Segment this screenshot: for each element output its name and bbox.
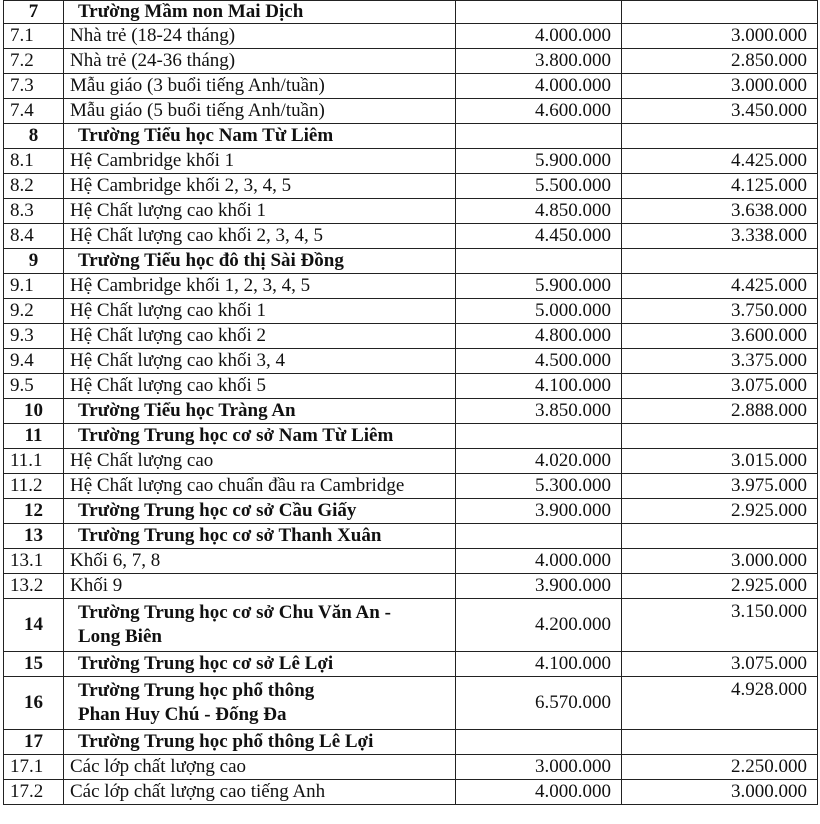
row-name-cell: Mẫu giáo (3 buổi tiếng Anh/tuần) xyxy=(64,74,456,99)
school-row xyxy=(4,499,818,524)
row-name-cell: Khối 6, 7, 8 xyxy=(64,549,456,574)
row-number-cell: 9.2 xyxy=(4,299,64,324)
row-number-cell: 9.1 xyxy=(4,274,64,299)
school-row xyxy=(4,124,818,149)
row-name-cell: Hệ Chất lượng cao khối 3, 4 xyxy=(64,349,456,374)
fee-amount-cell: 5.000.000 xyxy=(456,299,622,324)
fee-amount-cell: 5.900.000 xyxy=(456,274,622,299)
row-number-cell: 17.1 xyxy=(4,755,64,780)
tuition-table-container xyxy=(3,0,817,805)
fee-amount-cell: 4.100.000 xyxy=(456,652,622,677)
row-number-cell: 14 xyxy=(4,599,64,652)
discounted-fee-cell: 3.750.000 xyxy=(622,299,818,324)
row-number-cell: 8.1 xyxy=(4,149,64,174)
fee-amount-cell xyxy=(456,424,622,449)
program-row xyxy=(4,149,818,174)
program-row xyxy=(4,24,818,49)
fee-amount-cell: 3.800.000 xyxy=(456,49,622,74)
fee-amount-cell: 4.800.000 xyxy=(456,324,622,349)
program-row xyxy=(4,574,818,599)
fee-amount-cell xyxy=(456,524,622,549)
discounted-fee-cell: 3.000.000 xyxy=(622,24,818,49)
row-number-cell: 11 xyxy=(4,424,64,449)
fee-amount-cell: 4.020.000 xyxy=(456,449,622,474)
discounted-fee-cell xyxy=(622,424,818,449)
row-name-cell: Nhà trẻ (24-36 tháng) xyxy=(64,49,456,74)
discounted-fee-cell: 3.975.000 xyxy=(622,474,818,499)
fee-amount-cell: 3.900.000 xyxy=(456,499,622,524)
fee-amount-cell: 3.000.000 xyxy=(456,755,622,780)
row-name-cell: Hệ Chất lượng cao xyxy=(64,449,456,474)
row-name-cell: Trường Trung học cơ sở Nam Từ Liêm xyxy=(64,424,456,449)
school-row xyxy=(4,424,818,449)
row-name-cell: Trường Tiểu học đô thị Sài Đồng xyxy=(64,249,456,274)
fee-amount-cell xyxy=(456,1,622,24)
discounted-fee-cell: 4.125.000 xyxy=(622,174,818,199)
discounted-fee-cell: 3.000.000 xyxy=(622,549,818,574)
table-body xyxy=(4,1,818,805)
program-row xyxy=(4,324,818,349)
fee-amount-cell: 4.100.000 xyxy=(456,374,622,399)
school-row xyxy=(4,249,818,274)
row-number-cell: 9 xyxy=(4,249,64,274)
row-name-cell: Mẫu giáo (5 buổi tiếng Anh/tuần) xyxy=(64,99,456,124)
row-name-cell: Hệ Chất lượng cao khối 5 xyxy=(64,374,456,399)
row-name-cell: Khối 9 xyxy=(64,574,456,599)
row-name-cell: Hệ Chất lượng cao khối 2, 3, 4, 5 xyxy=(64,224,456,249)
program-row xyxy=(4,49,818,74)
fee-amount-cell: 4.850.000 xyxy=(456,199,622,224)
fee-amount-cell: 5.500.000 xyxy=(456,174,622,199)
school-row xyxy=(4,730,818,755)
row-number-cell: 7 xyxy=(4,1,64,24)
fee-amount-cell: 4.450.000 xyxy=(456,224,622,249)
row-name-cell: Hệ Chất lượng cao khối 2 xyxy=(64,324,456,349)
row-name-cell: Trường Trung học phổ thông Lê Lợi xyxy=(64,730,456,755)
program-row xyxy=(4,755,818,780)
row-number-cell: 13.2 xyxy=(4,574,64,599)
row-name-cell: Trường Trung học cơ sở Thanh Xuân xyxy=(64,524,456,549)
discounted-fee-cell: 3.375.000 xyxy=(622,349,818,374)
discounted-fee-cell: 3.600.000 xyxy=(622,324,818,349)
discounted-fee-cell: 4.928.000 xyxy=(622,677,818,730)
row-name-cell: Hệ Chất lượng cao khối 1 xyxy=(64,299,456,324)
row-name-cell: Trường Trung học cơ sở Cầu Giấy xyxy=(64,499,456,524)
discounted-fee-cell: 4.425.000 xyxy=(622,274,818,299)
program-row xyxy=(4,449,818,474)
program-row xyxy=(4,374,818,399)
row-name-cell: Các lớp chất lượng cao xyxy=(64,755,456,780)
discounted-fee-cell: 2.850.000 xyxy=(622,49,818,74)
discounted-fee-cell: 3.450.000 xyxy=(622,99,818,124)
fee-amount-cell: 3.850.000 xyxy=(456,399,622,424)
school-row xyxy=(4,599,818,652)
row-name-cell: Hệ Cambridge khối 1 xyxy=(64,149,456,174)
row-number-cell: 12 xyxy=(4,499,64,524)
row-number-cell: 7.2 xyxy=(4,49,64,74)
discounted-fee-cell xyxy=(622,1,818,24)
fee-amount-cell: 5.900.000 xyxy=(456,149,622,174)
discounted-fee-cell xyxy=(622,524,818,549)
program-row xyxy=(4,274,818,299)
row-number-cell: 8.3 xyxy=(4,199,64,224)
program-row xyxy=(4,299,818,324)
fee-amount-cell xyxy=(456,730,622,755)
fee-amount-cell: 4.200.000 xyxy=(456,599,622,652)
program-row xyxy=(4,174,818,199)
program-row xyxy=(4,99,818,124)
discounted-fee-cell: 3.638.000 xyxy=(622,199,818,224)
row-number-cell: 9.5 xyxy=(4,374,64,399)
fee-amount-cell xyxy=(456,124,622,149)
row-number-cell: 8.2 xyxy=(4,174,64,199)
school-row xyxy=(4,399,818,424)
row-number-cell: 10 xyxy=(4,399,64,424)
school-row xyxy=(4,524,818,549)
fee-amount-cell: 4.000.000 xyxy=(456,74,622,99)
row-name-cell: Hệ Cambridge khối 2, 3, 4, 5 xyxy=(64,174,456,199)
row-number-cell: 17 xyxy=(4,730,64,755)
discounted-fee-cell: 2.925.000 xyxy=(622,499,818,524)
row-number-cell: 13 xyxy=(4,524,64,549)
fee-amount-cell: 3.900.000 xyxy=(456,574,622,599)
row-number-cell: 8.4 xyxy=(4,224,64,249)
discounted-fee-cell: 2.250.000 xyxy=(622,755,818,780)
row-number-cell: 7.4 xyxy=(4,99,64,124)
school-row xyxy=(4,677,818,730)
row-number-cell: 7.3 xyxy=(4,74,64,99)
row-name-cell: Trường Trung học cơ sở Chu Văn An - Long Biên xyxy=(64,599,456,652)
discounted-fee-cell: 3.000.000 xyxy=(622,74,818,99)
row-number-cell: 9.3 xyxy=(4,324,64,349)
discounted-fee-cell: 3.000.000 xyxy=(622,780,818,805)
fee-amount-cell: 4.000.000 xyxy=(456,24,622,49)
row-name-cell: Hệ Chất lượng cao khối 1 xyxy=(64,199,456,224)
fee-amount-cell: 4.600.000 xyxy=(456,99,622,124)
fee-amount-cell: 4.000.000 xyxy=(456,549,622,574)
discounted-fee-cell xyxy=(622,730,818,755)
row-name-cell: Trường Trung học phổ thông Phan Huy Chú - Đống Đa xyxy=(64,677,456,730)
discounted-fee-cell: 3.150.000 xyxy=(622,599,818,652)
row-name-cell: Trường Tiểu học Nam Từ Liêm xyxy=(64,124,456,149)
row-name-cell: Hệ Cambridge khối 1, 2, 3, 4, 5 xyxy=(64,274,456,299)
discounted-fee-cell: 2.888.000 xyxy=(622,399,818,424)
tuition-fee-table xyxy=(3,0,818,805)
discounted-fee-cell: 3.075.000 xyxy=(622,374,818,399)
program-row xyxy=(4,199,818,224)
fee-amount-cell: 4.500.000 xyxy=(456,349,622,374)
row-number-cell: 13.1 xyxy=(4,549,64,574)
row-number-cell: 17.2 xyxy=(4,780,64,805)
program-row xyxy=(4,549,818,574)
row-name-cell: Trường Trung học cơ sở Lê Lợi xyxy=(64,652,456,677)
row-number-cell: 11.1 xyxy=(4,449,64,474)
fee-amount-cell: 6.570.000 xyxy=(456,677,622,730)
row-number-cell: 16 xyxy=(4,677,64,730)
row-name-cell: Các lớp chất lượng cao tiếng Anh xyxy=(64,780,456,805)
program-row xyxy=(4,474,818,499)
fee-amount-cell xyxy=(456,249,622,274)
program-row xyxy=(4,780,818,805)
school-row xyxy=(4,652,818,677)
row-number-cell: 7.1 xyxy=(4,24,64,49)
row-name-cell: Trường Mầm non Mai Dịch xyxy=(64,1,456,24)
discounted-fee-cell: 4.425.000 xyxy=(622,149,818,174)
discounted-fee-cell: 2.925.000 xyxy=(622,574,818,599)
discounted-fee-cell xyxy=(622,249,818,274)
discounted-fee-cell: 3.075.000 xyxy=(622,652,818,677)
discounted-fee-cell xyxy=(622,124,818,149)
row-name-cell: Hệ Chất lượng cao chuẩn đầu ra Cambridge xyxy=(64,474,456,499)
school-row xyxy=(4,1,818,24)
row-number-cell: 15 xyxy=(4,652,64,677)
discounted-fee-cell: 3.015.000 xyxy=(622,449,818,474)
row-name-cell: Trường Tiểu học Tràng An xyxy=(64,399,456,424)
row-number-cell: 8 xyxy=(4,124,64,149)
fee-amount-cell: 5.300.000 xyxy=(456,474,622,499)
program-row xyxy=(4,74,818,99)
program-row xyxy=(4,224,818,249)
row-number-cell: 11.2 xyxy=(4,474,64,499)
row-name-cell: Nhà trẻ (18-24 tháng) xyxy=(64,24,456,49)
fee-amount-cell: 4.000.000 xyxy=(456,780,622,805)
row-number-cell: 9.4 xyxy=(4,349,64,374)
program-row xyxy=(4,349,818,374)
discounted-fee-cell: 3.338.000 xyxy=(622,224,818,249)
